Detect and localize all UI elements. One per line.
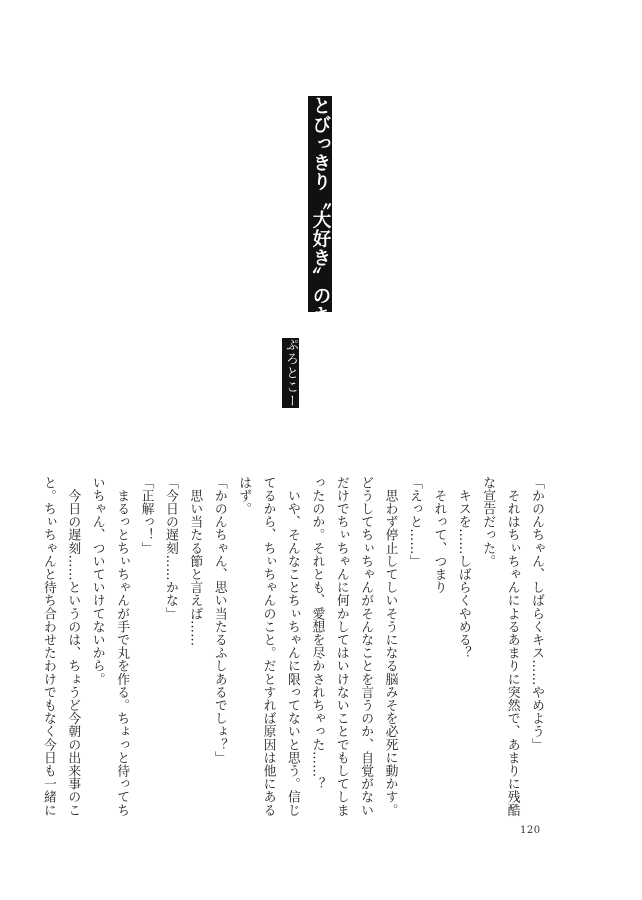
author-name: ぷろとこーる — [283, 338, 298, 422]
story-title: とびっきり〝大好き〟のキス — [310, 96, 331, 343]
text-line: 今日の遅刻……というのは、ちょうど今朝の出来事のこ — [65, 476, 81, 817]
page-number: 120 — [520, 825, 541, 836]
text-line: それはちぃちゃんによるあまりに突然で、あまりに残酷 — [504, 476, 520, 817]
text-line: 「正解っ！」 — [138, 476, 154, 555]
text-line: 「えっと……」 — [406, 476, 422, 568]
story-body — [35, 476, 548, 817]
text-line: 「かのんちゃん、思い当たるふしあるでしょ？」 — [211, 476, 227, 765]
text-line: と。ちぃちゃんと待ち合わせたわけでもなく今日も一緒に — [40, 476, 56, 817]
text-line: てるから、ちぃちゃんのこと。だとすれば原因は他にある — [260, 476, 276, 817]
text-line: まるっとちぃちゃんが手で丸を作る。ちょっと待ってち — [114, 476, 130, 817]
text-line: 思わず停止してしいそうになる脳みそを必死に動かす。 — [382, 476, 398, 817]
text-line: それって、つまり — [431, 476, 447, 594]
text-line: キスを……しばらくやめる？ — [455, 476, 471, 660]
text-line: 思い当たる節と言えば…… — [187, 476, 203, 647]
text-line: な宣告だった。 — [480, 476, 496, 568]
text-line: いや、そんなことちぃちゃんに限ってないと思う。信じ — [284, 476, 300, 817]
text-line: ったのか。それとも、愛想を尽かされちゃった……？ — [309, 476, 325, 791]
text-line: はず。 — [236, 476, 252, 516]
text-line: どうしてちぃちゃんがそんなことを言うのか、自覚がない — [358, 476, 374, 817]
text-line: 「かのんちゃん、しばらくキス……やめよう」 — [529, 476, 544, 752]
text-line: いちゃん、ついていけてないから。 — [89, 476, 105, 686]
text-line: 「今日の遅刻……かな」 — [162, 476, 178, 621]
text-line: だけでちぃちゃんに何かしてはいけないことでもしてしま — [333, 476, 349, 817]
